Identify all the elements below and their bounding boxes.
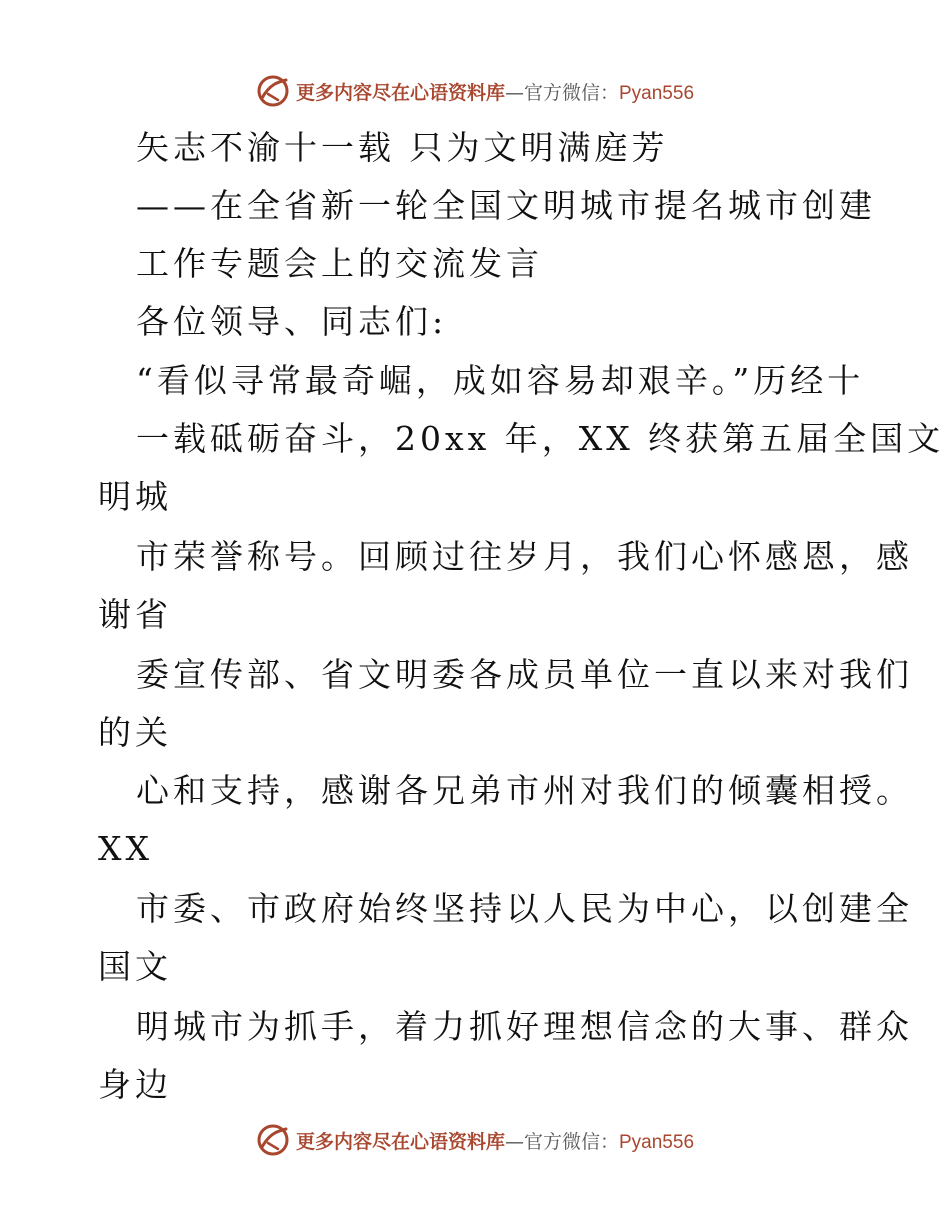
footer-banner <box>0 1120 950 1160</box>
document-subtitle-line-2: 工作专题会上的交流发言 <box>136 244 543 283</box>
body-line: “看似寻常最奇崛，成如容易却艰辛。”历经十 <box>136 361 865 400</box>
footer-banner-main: 更多内容尽在心语资料库 <box>295 1130 505 1153</box>
body-line: 市委、市政府始终坚持以人民为中心，以创建全 <box>136 889 913 928</box>
footer-banner-wechat-id: Pyan556 <box>619 1131 695 1153</box>
brand-logo-icon <box>256 74 290 108</box>
body-line: 市荣誉称号。回顾过往岁月，我们心怀感恩，感 <box>136 537 913 576</box>
body-line: 身边 <box>98 1065 172 1104</box>
header-banner-wechat-id: Pyan556 <box>619 82 695 104</box>
brand-logo-icon <box>256 1123 290 1157</box>
header-banner-dash: — <box>504 81 524 104</box>
header-banner-main: 更多内容尽在心语资料库 <box>295 81 505 104</box>
body-line: 国文 <box>98 947 172 986</box>
header-banner <box>0 71 950 111</box>
body-line: 明城 <box>98 477 172 516</box>
body-line: 的关 <box>98 713 172 752</box>
header-banner-official-label: 官方微信： <box>523 81 619 104</box>
body-line: 委宣传部、省文明委各成员单位一直以来对我们 <box>136 655 913 694</box>
document-title: 矢志不渝十一载 只为文明满庭芳 <box>136 128 669 167</box>
header-banner-text <box>296 78 694 105</box>
salutation: 各位领导、同志们: <box>136 302 448 341</box>
body-line: 心和支持，感谢各兄弟市州对我们的倾囊相授。 <box>136 771 913 810</box>
footer-banner-dash: — <box>504 1130 524 1153</box>
body-line: 一载砥砺奋斗，20xx 年，XX 终获第五届全国文 <box>136 419 945 458</box>
document-subtitle-line-1: ——在全省新一轮全国文明城市提名城市创建 <box>136 186 876 225</box>
body-line: XX <box>98 829 153 868</box>
footer-banner-official-label: 官方微信： <box>523 1130 619 1153</box>
footer-banner-text <box>296 1127 694 1154</box>
body-line: 明城市为抓手，着力抓好理想信念的大事、群众 <box>136 1007 913 1046</box>
body-line: 谢省 <box>98 595 172 634</box>
